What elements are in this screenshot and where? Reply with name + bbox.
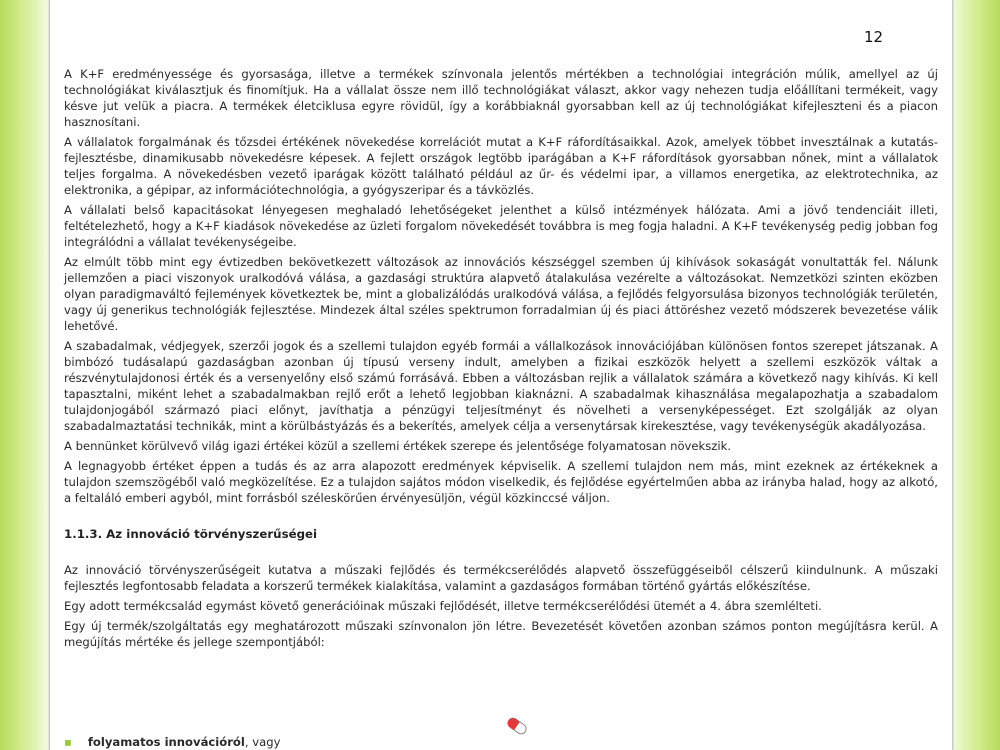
paragraph: A vállalatok forgalmának és tőzsdei értékének növekedése korrelációt mutat a K+F ráfordításaikkal. Azok, amelyek többet invesztálnak a kutatás-fejlesztésbe, dinamikusabb növekedésre képesek. A fejlett országok legtöbb iparágában a K+F ráfordítások gyorsabban nőnek, mint a vállalatok teljes forgalma. A növekedésben vezető iparágak között található például az űr- és védelmi ipar, a villamos energetika, az elektrotechnika, az elektronika, a gépipar, az információtechnológia, a gyógyszeripar és a távközlés. [64,135,938,197]
paragraph: Az elmúlt több mint egy évtizedben bekövetkezett változások az innovációs készséggel szemben új kihívások sokaságát vonultatták fel. Nálunk jellemzően a piaci viszonyok uralkodóvá válása, a gazdasági struktúra alapvető átalakulása vezérelte a változásokat. Nemzetközi szinten eközben olyan paradigmaváltó fejlemények következtek be, mint a globalizálódás uralkodóvá válása, a fejlődés felgyorsulása bizonyos technológiák területén, vagy új generikus technológiák fejlesztése. Mindezek által széles spektrumon forradalmian új és piaci áttöréshez vezető módszerek bevezetése válik lehetővé. [64,255,938,333]
document-body [64,66,938,654]
paragraph: A vállalati belső kapacitásokat lényegesen meghaladó lehetőségeket jelenthet a külső intézmények hálózata. Ami a jövő tendenciáit illeti, feltételezhető, hogy a K+F kiadások növekedése az üzleti forgalom növekedését továbbra is meg fogja haladni. A K+F tevékenység pedig jobban fog integrálódni a vállalat tevékenységeibe. [64,203,938,249]
list-item-bold: folyamatos innovációról [87,735,245,749]
list-item [64,735,280,749]
list-item-text: , vagy [244,735,281,749]
bullet-icon: ▪ [64,735,72,749]
paragraph: A bennünket körülvevő világ igazi értékei közül a szellemi értékek szerepe és jelentősége folyamatosan növekszik. [64,439,732,453]
paragraph: A legnagyobb értéket éppen a tudás és az arra alapozott eredmények képviselik. A szellemi tulajdon nem más, mint ezeknek az értékeknek a tulajdon szemszögéből való megközelítése. Ez a tulajdon sajátos módon viselkedik, és fejlődése egyértelműen abba az irányba halad, hogy az alkotó, a feltaláló emberi agyból, mint forrásból széleskörűen érvényesüljön, végül közkinccsé váljon. [64,459,938,505]
section-heading: 1.1.3. Az innováció törvényszerűségei [64,527,318,541]
paragraph: A K+F eredményessége és gyorsasága, illetve a termékek színvonala jelentős mértékben a technológiai integráción múlik, amellyel az új technológiákat kiválasztjuk és finomítjuk. Ha a vállalat össze nem illő technológiákat választ, akkor vagy nehezen tudja előállítani termékeit, vagy késve jut velük a piacra. A termékek életciklusa egyre rövidül, így a korábbiaknál gyorsabban kell az új technológiákat kifejleszteni és a piacon hasznosítani. [64,67,938,129]
page-number: 12 [864,28,884,46]
pill-logo-icon [504,714,530,738]
paragraph: A szabadalmak, védjegyek, szerzői jogok és a szellemi tulajdon egyéb formái a vállalkozások innovációjában különösen fontos szerepet játszanak. A bimbózó tudásalapú gazdaságban azonban új típusú verseny indult, amelyben a fizikai eszközök helyett a szellemi eszközök váltak a részvénytulajdonosi érték és a versenyelőny első számú forrásává. Ebben a változásban rejlik a vállalatok számára a következő nagy kihívás. Ki kell tapasztalni, miként lehet a szabadalmakban rejlő erőt a lehető legjobban kiaknázni. A szabadalmak kihasználása megalapozhatja a szabadalom tulajdonjogából származó piaci előnyt, javíthatja a pénzügyi teljesítményt és növelheti a versenyképességet. Ezt szolgálják az olyan szabadalmaztatási technikák, mint a körülbástyázás és a bekerítés, amelyek célja a versenytársak kirekesztése, vagy tevékenységük akadályozása. [64,339,938,433]
paragraph: Egy új termék/szolgáltatás egy meghatározott műszaki színvonalon jön létre. Bevezetését követően azonban számos ponton megújításra kerül. A megújítás mértéke és jellege szempontjából: [64,619,938,649]
paragraph: Az innováció törvényszerűségeit kutatva a műszaki fejlődés és termékcserélődés alapvető összefüggéseiből célszerű kiindulnunk. A műszaki fejlesztés legfontosabb feladata a korszerű termékek kialakítása, valamint a gazdaságos formában történő gyártás előkészítése. [64,563,938,593]
paragraph: Egy adott termékcsalád egymást követő generációinak műszaki fejlődését, illetve termékcserélődési ütemét a 4. ábra szemlélteti. [64,599,822,613]
